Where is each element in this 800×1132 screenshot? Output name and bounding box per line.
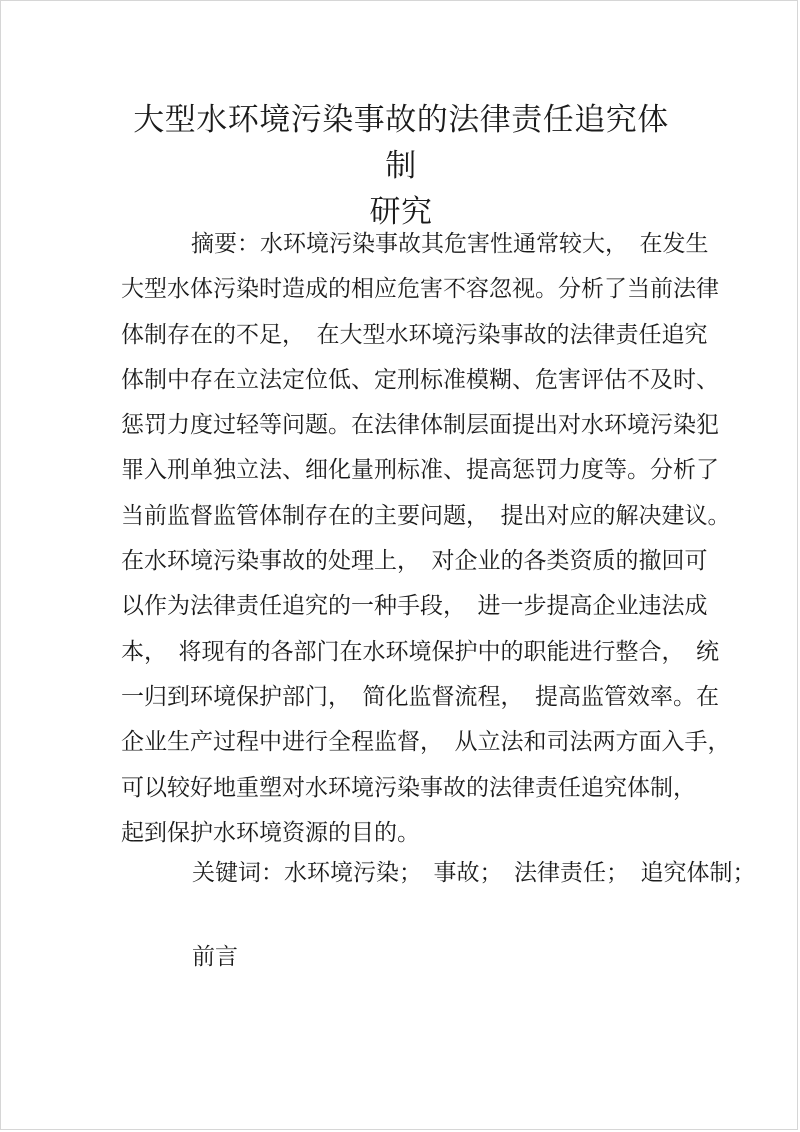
abstract-line: 摘要：水环境污染事故其危害性通常较大， 在发生 [191, 231, 709, 257]
abstract-line: 可以较好地重塑对水环境污染事故的法律责任追究体制， [121, 774, 696, 801]
title-line-1: 大型水环境污染事故的法律责任追究体制 [133, 102, 669, 184]
abstract-line: 在水环境污染事故的处理上， 对企业的各类资质的撤回可 [121, 548, 708, 575]
abstract-line: 本， 将现有的各部门在水环境保护中的职能进行整合， 统 [121, 638, 719, 665]
abstract-line: 体制存在的不足， 在大型水环境污染事故的法律责任追究 [121, 321, 708, 348]
abstract-line: 当前监督监管体制存在的主要问题， 提出对应的解决建议。 [121, 502, 731, 529]
keywords-line: 关键词：水环境污染； 事故； 法律责任； 追究体制； [192, 860, 756, 886]
abstract-line: 体制中存在立法定位低、定刑标准模糊、危害评估不及时、 [121, 366, 719, 393]
abstract-line: 罪入刑单独立法、细化量刑标准、提高惩罚力度等。分析了 [121, 457, 719, 484]
title-line-2: 研究 [369, 194, 433, 230]
abstract-line: 大型水体污染时造成的相应危害不容忽视。分析了当前法律 [121, 276, 719, 303]
abstract-line: 以作为法律责任追究的一种手段， 进一步提高企业违法成 [121, 593, 708, 620]
abstract-line: 一归到环境保护部门， 简化监督流程， 提高监管效率。在 [121, 683, 719, 710]
abstract-paragraph [121, 222, 731, 856]
preface-heading: 前言 [192, 944, 238, 970]
document-title [121, 97, 681, 235]
abstract-line: 惩罚力度过轻等问题。在法律体制层面提出对水环境污染犯 [121, 412, 719, 439]
abstract-line: 企业生产过程中进行全程监督， 从立法和司法两方面入手， [121, 729, 731, 756]
abstract-line: 起到保护水环境资源的目的。 [121, 819, 420, 846]
